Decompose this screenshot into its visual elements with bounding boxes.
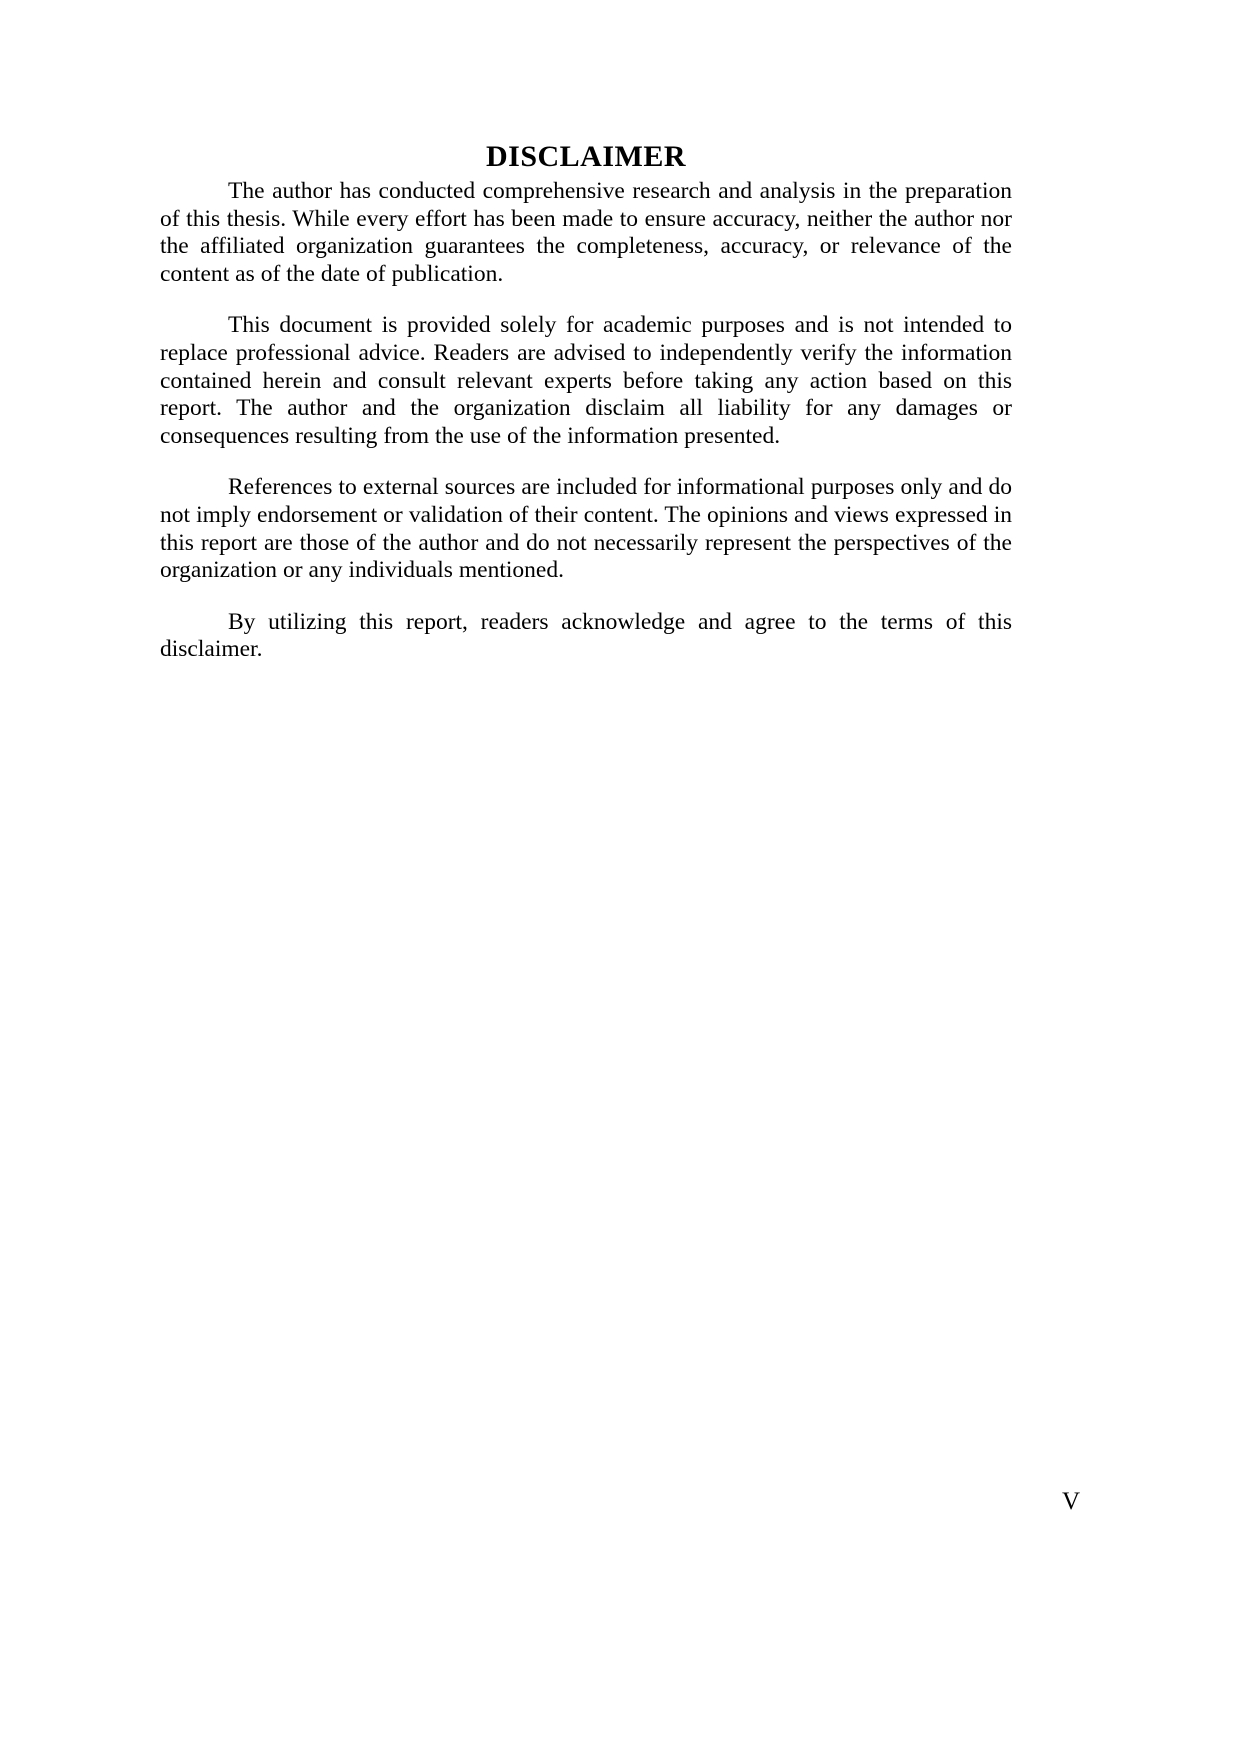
page-title: DISCLAIMER [485, 140, 687, 173]
page-number: V [1061, 1488, 1080, 1515]
disclaimer-paragraph-2: This document is provided solely for academic purposes and is not intended to replace professional advice. Readers are advised to independently verify the information contained herein and consult relevant experts before taking any action based on this report. The author and the organization disclaim all liability for any damages or consequences resulting from the use of the information presented. [160, 312, 1012, 449]
disclaimer-paragraph-4: By utilizing this report, readers acknowledge and agree to the terms of this disclaimer. [160, 608, 1012, 663]
disclaimer-paragraph-1: The author has conducted comprehensive research and analysis in the preparation of this thesis. While every effort has been made to ensure accuracy, neither the author nor the affiliated organization guarantees the completeness, accuracy, or relevance of the content as of the date of publication. [160, 178, 1012, 287]
disclaimer-paragraph-3: References to external sources are included for informational purposes only and do not imply endorsement or validation of their content. The opinions and views expressed in this report are those of the author and do not necessarily represent the perspectives of the organization or any individuals mentioned. [160, 474, 1012, 584]
page-content [160, 140, 1012, 664]
